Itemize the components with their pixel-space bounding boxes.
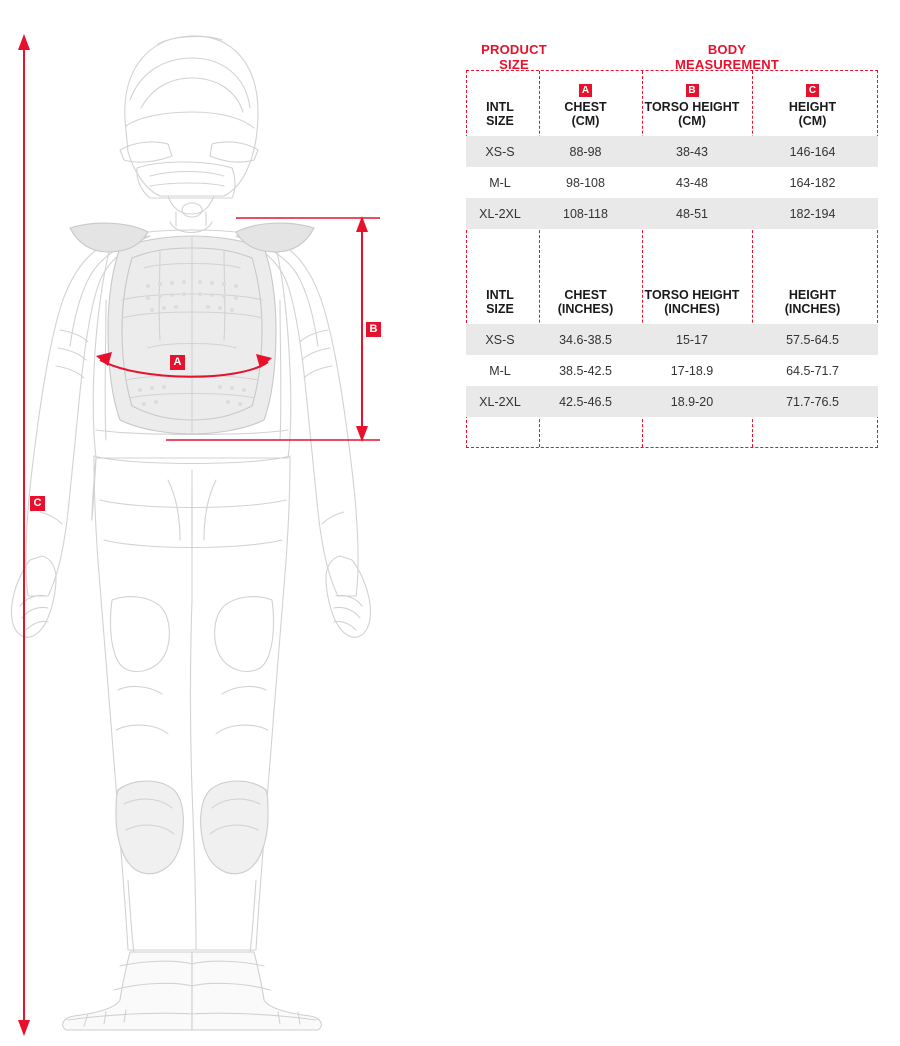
col-header-height-inches	[747, 258, 878, 324]
cell-height: 64.5-71.7	[747, 355, 878, 386]
col-header-line2: SIZE	[486, 114, 514, 128]
col-header-torso-height-cm	[637, 70, 747, 136]
table-headings	[462, 30, 882, 72]
table-row	[466, 167, 878, 198]
table-row	[466, 198, 878, 229]
body-measurement-heading-line2: MEASUREMENT	[674, 57, 780, 72]
cell-chest: 38.5-42.5	[534, 355, 637, 386]
col-header-line2: (INCHES)	[557, 302, 614, 316]
col-header-line2: (INCHES)	[784, 302, 841, 316]
col-header-line1: HEIGHT	[788, 100, 837, 114]
cell-chest: 88-98	[534, 136, 637, 167]
col-header-chest-inches	[534, 258, 637, 324]
measurement-badge-a: A	[170, 355, 185, 370]
cell-size: XS-S	[466, 324, 534, 355]
product-size-heading-line1: PRODUCT	[481, 42, 547, 57]
product-size-heading-line2: SIZE	[499, 57, 529, 72]
body-measurement-heading-line1: BODY	[707, 42, 747, 57]
table-row	[466, 136, 878, 167]
col-header-line1: TORSO HEIGHT	[644, 100, 740, 114]
col-header-line2: SIZE	[486, 302, 514, 316]
cell-torso: 15-17	[637, 324, 747, 355]
size-table-cm	[466, 70, 878, 229]
table-row	[466, 324, 878, 355]
col-header-line1: CHEST	[564, 100, 607, 114]
col-header-line2: (CM)	[571, 114, 600, 128]
measurement-badge-a-header: A	[579, 84, 592, 97]
size-tables-panel	[462, 30, 882, 450]
cell-size: XL-2XL	[466, 198, 534, 229]
cell-height: 57.5-64.5	[747, 324, 878, 355]
col-header-height-cm	[747, 70, 878, 136]
cell-size: XL-2XL	[466, 386, 534, 417]
col-header-line2: (INCHES)	[664, 302, 720, 316]
cell-chest: 42.5-46.5	[534, 386, 637, 417]
cell-torso: 17-18.9	[637, 355, 747, 386]
cell-torso: 43-48	[637, 167, 747, 198]
table-row-header-cm	[466, 70, 878, 136]
measurement-badge-b-header: B	[686, 84, 699, 97]
cell-height: 164-182	[747, 167, 878, 198]
cell-height: 71.7-76.5	[747, 386, 878, 417]
cell-chest: 108-118	[534, 198, 637, 229]
table-row	[466, 386, 878, 417]
cell-size: M-L	[466, 167, 534, 198]
col-header-chest-cm	[534, 70, 637, 136]
col-header-line1: INTL	[486, 288, 514, 302]
col-header-line2: (CM)	[798, 114, 827, 128]
measurement-badge-c: C	[30, 496, 45, 511]
col-header-line2: (CM)	[678, 114, 706, 128]
body-measurement-heading	[632, 42, 822, 72]
col-header-line1: TORSO HEIGHT	[644, 288, 740, 302]
col-header-line1: INTL	[486, 100, 514, 114]
cell-chest: 98-108	[534, 167, 637, 198]
col-header-intl-size-cm	[466, 70, 534, 136]
cell-torso: 38-43	[637, 136, 747, 167]
cell-torso: 18.9-20	[637, 386, 747, 417]
cell-chest: 34.6-38.5	[534, 324, 637, 355]
cell-size: XS-S	[466, 136, 534, 167]
measurement-badge-c-header: C	[806, 84, 819, 97]
measurement-badge-b: B	[366, 322, 381, 337]
col-header-line1: HEIGHT	[788, 288, 837, 302]
cell-height: 182-194	[747, 198, 878, 229]
cell-height: 146-164	[747, 136, 878, 167]
col-header-line1: CHEST	[564, 288, 607, 302]
col-header-intl-size-inches	[466, 258, 534, 324]
cell-torso: 48-51	[637, 198, 747, 229]
col-header-torso-height-inches	[637, 258, 747, 324]
table-row	[466, 355, 878, 386]
cell-size: M-L	[466, 355, 534, 386]
product-size-heading	[464, 42, 564, 72]
size-table-inches	[466, 258, 878, 417]
table-row-header-inches	[466, 258, 878, 324]
